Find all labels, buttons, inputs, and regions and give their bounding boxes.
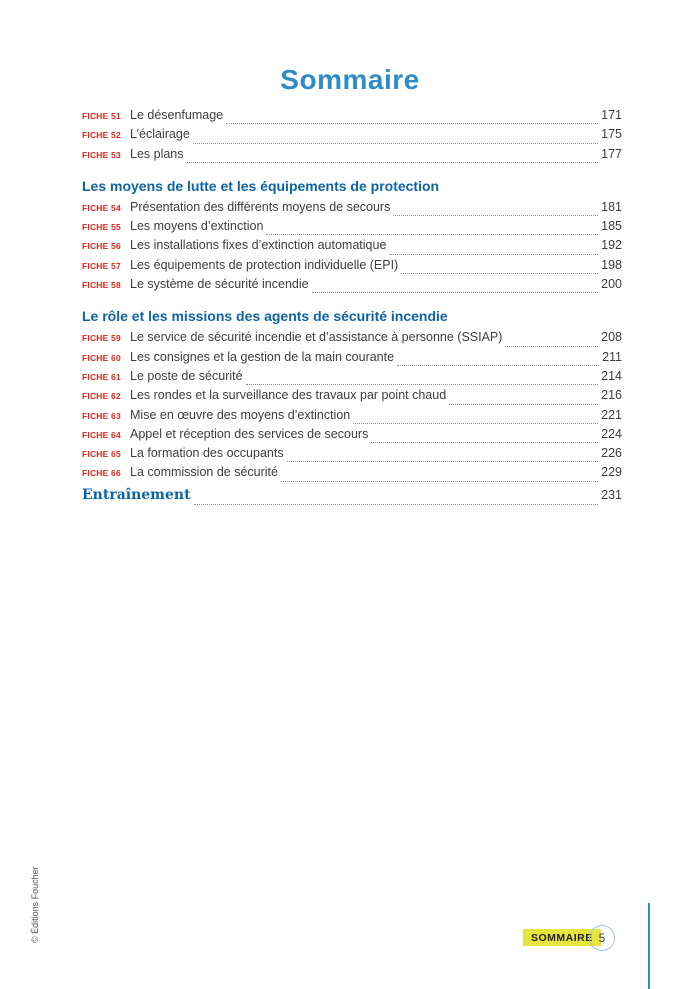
dot-leader	[281, 481, 598, 482]
entry-page-number: 181	[601, 199, 622, 214]
toc-entry	[82, 446, 622, 465]
entry-page-number: 200	[601, 277, 622, 292]
dot-leader	[389, 254, 598, 255]
fiche-label: FICHE 61	[82, 371, 121, 382]
entry-page-number: 221	[601, 407, 622, 422]
dot-leader	[193, 143, 598, 144]
entry-title: Le poste de sécurité	[130, 368, 243, 383]
entry-title: Le désenfumage	[130, 108, 224, 122]
training-label: Entraînement	[82, 486, 191, 503]
entry-page-number: 171	[601, 108, 622, 122]
entry-title: Appel et réception des services de secours	[130, 426, 369, 441]
footer-section-badge: SOMMAIRE	[523, 929, 601, 946]
entry-page-number: 192	[601, 238, 622, 253]
toc-entry	[82, 350, 622, 369]
fiche-label: FICHE 53	[82, 149, 121, 160]
toc-entry	[82, 108, 622, 127]
toc-entry	[82, 408, 622, 427]
copyright-vertical-text: © Éditions Foucher	[30, 866, 40, 943]
entry-page-number: 175	[601, 127, 622, 142]
toc-entry	[82, 388, 622, 407]
entry-title: La formation des occupants	[130, 446, 284, 461]
dot-leader	[393, 215, 598, 216]
dot-leader	[287, 461, 599, 462]
entry-title: Les plans	[130, 146, 184, 161]
fiche-label: FICHE 55	[82, 222, 121, 233]
toc-entry	[82, 369, 622, 388]
toc-entry	[82, 219, 622, 238]
fiche-label: FICHE 57	[82, 260, 121, 271]
dot-leader	[246, 384, 599, 385]
toc-entry	[82, 238, 622, 257]
toc-entry	[82, 330, 622, 349]
entry-title: Présentation des différents moyens de secours	[130, 199, 391, 214]
toc-entry	[82, 147, 622, 166]
section-heading: Le rôle et les missions des agents de sécurité incendie	[82, 308, 448, 325]
fiche-label: FICHE 51	[82, 111, 121, 121]
entry-title: Le service de sécurité incendie et d’assistance à personne (SSIAP)	[130, 330, 503, 345]
dot-leader	[449, 404, 598, 405]
dot-leader	[194, 504, 599, 505]
entry-title: L’éclairage	[130, 127, 190, 142]
fiche-label: FICHE 54	[82, 202, 121, 213]
dot-leader	[187, 162, 599, 163]
entry-title: Les consignes et la gestion de la main courante	[130, 349, 395, 364]
fiche-label: FICHE 63	[82, 410, 121, 421]
page-number: 5	[598, 931, 606, 945]
dot-leader	[266, 234, 598, 235]
entry-title: Le système de sécurité incendie	[130, 277, 309, 292]
toc-entry	[82, 465, 622, 484]
dot-leader	[505, 346, 598, 347]
entry-title: Mise en œuvre des moyens d’extinction	[130, 407, 351, 422]
fiche-label: FICHE 60	[82, 352, 121, 363]
entry-title: Les installations fixes d’extinction automatique	[130, 238, 387, 253]
page-number-badge	[589, 925, 615, 951]
dot-leader	[226, 123, 598, 124]
fiche-label: FICHE 52	[82, 130, 121, 141]
entry-title: Les rondes et la surveillance des travaux par point chaud	[130, 388, 447, 403]
entry-page-number: 229	[601, 465, 622, 480]
toc-entry	[82, 127, 622, 146]
entry-page-number: 208	[601, 330, 622, 345]
dot-leader	[371, 442, 598, 443]
toc-training-entry	[82, 487, 622, 508]
toc-entry	[82, 277, 622, 296]
page-edge-accent	[648, 903, 650, 989]
entry-page-number: 185	[601, 219, 622, 234]
fiche-label: FICHE 56	[82, 241, 121, 252]
page-title: Sommaire	[280, 64, 420, 95]
toc-entry	[82, 427, 622, 446]
entry-title: La commission de sécurité	[130, 465, 278, 480]
dot-leader	[353, 423, 598, 424]
fiche-label: FICHE 62	[82, 391, 121, 402]
entry-page-number: 224	[601, 426, 622, 441]
dot-leader	[401, 273, 598, 274]
entry-page-number: 198	[601, 257, 622, 272]
fiche-label: FICHE 65	[82, 449, 121, 460]
toc	[82, 108, 622, 508]
fiche-label: FICHE 59	[82, 333, 121, 344]
fiche-label: FICHE 66	[82, 468, 121, 479]
dot-leader	[312, 292, 599, 293]
toc-entry	[82, 200, 622, 219]
dot-leader	[397, 365, 599, 366]
entry-page-number: 231	[601, 487, 622, 502]
entry-page-number: 177	[601, 146, 622, 161]
entry-page-number: 211	[602, 349, 622, 364]
entry-page-number: 214	[601, 368, 622, 383]
entry-title: Les équipements de protection individuelle (EPI)	[130, 257, 399, 272]
fiche-label: FICHE 58	[82, 280, 121, 291]
section-heading: Les moyens de lutte et les équipements de protection	[82, 177, 440, 194]
entry-page-number: 226	[601, 446, 622, 461]
entry-page-number: 216	[601, 388, 622, 403]
fiche-label: FICHE 64	[82, 429, 121, 440]
entry-title: Les moyens d’extinction	[130, 219, 264, 234]
toc-entry	[82, 258, 622, 277]
